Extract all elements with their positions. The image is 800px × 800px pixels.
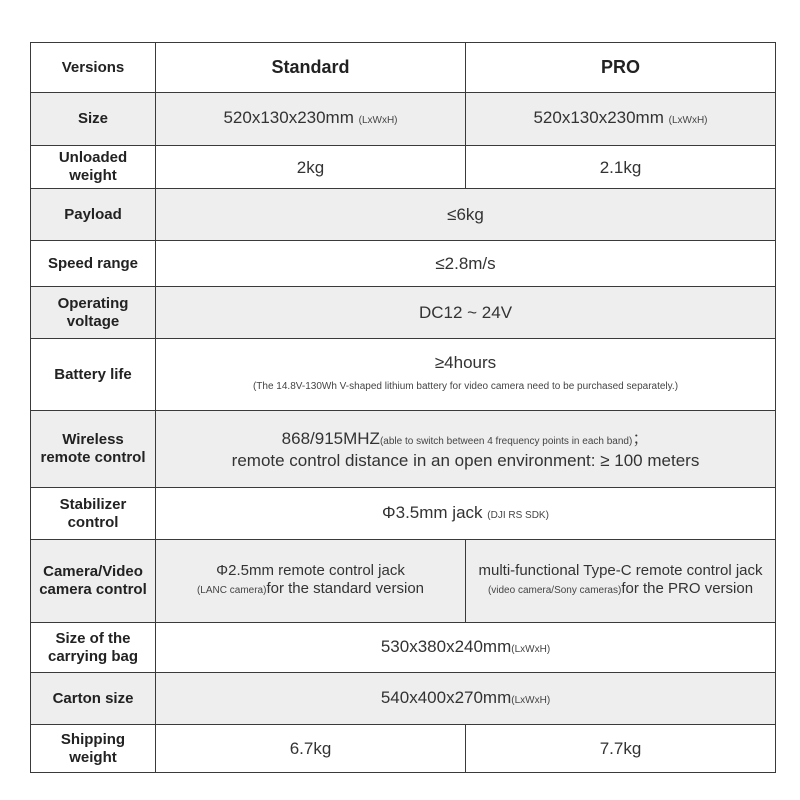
size-row — [31, 93, 776, 146]
shipping-weight-pro: 7.7kg — [466, 725, 776, 773]
label-line: control — [67, 513, 119, 531]
size-pro-unit: (LxWxH) — [668, 115, 708, 126]
pro-jack-note: (video camera/Sony cameras) — [487, 585, 622, 596]
speed-range-row — [31, 241, 776, 287]
carrying-bag-value — [156, 623, 776, 673]
unloaded-weight-row — [31, 146, 776, 189]
wireless-remote-row — [31, 411, 776, 488]
label-line: Size of the — [55, 629, 131, 647]
versions-header: Versions — [31, 43, 156, 93]
battery-life-note: (The 14.8V-130Wh V-shaped lithium battery for video camera need to be purchased separately.) — [252, 381, 679, 392]
shipping-weight-label — [31, 725, 156, 773]
size-standard — [156, 93, 466, 146]
pro-header: PRO — [466, 43, 776, 93]
jack-note: (DJI RS SDK) — [487, 509, 549, 521]
frequency-note: (able to switch between 4 frequency points in each band) — [379, 435, 633, 447]
label-line: Unloaded — [58, 149, 128, 166]
camera-control-label — [31, 540, 156, 623]
camera-control-pro — [466, 540, 776, 623]
operating-voltage-label — [31, 287, 156, 339]
payload-row — [31, 189, 776, 241]
size-label: Size — [31, 93, 156, 146]
unloaded-weight-label — [31, 146, 156, 189]
size-standard-unit: (LxWxH) — [358, 115, 398, 126]
standard-jack: Φ2.5mm remote control jack — [216, 562, 405, 579]
header-row — [31, 43, 776, 93]
label-line: Wireless — [62, 431, 124, 448]
shipping-weight-row — [31, 725, 776, 773]
carrying-bag-label — [31, 623, 156, 673]
standard-header: Standard — [156, 43, 466, 93]
payload-value: ≤6kg — [156, 189, 776, 241]
camera-control-standard — [156, 540, 466, 623]
size-standard-value: 520x130x230mm — [223, 108, 354, 127]
battery-life-row — [31, 339, 776, 411]
label-line: weight — [69, 167, 117, 184]
camera-control-row — [31, 540, 776, 623]
unloaded-weight-pro: 2.1kg — [466, 146, 776, 189]
stabilizer-control-row — [31, 488, 776, 540]
operating-voltage-row — [31, 287, 776, 339]
jack-value: Φ3.5mm jack — [382, 502, 483, 522]
stabilizer-control-label — [31, 488, 156, 540]
frequency-value: 868/915MHZ — [281, 428, 380, 448]
carton-size-unit: (LxWxH) — [511, 694, 551, 706]
carrying-bag-row — [31, 623, 776, 673]
size-pro — [466, 93, 776, 146]
wireless-remote-value — [156, 411, 776, 488]
operating-voltage-value: DC12 ~ 24V — [156, 287, 776, 339]
label-line: camera control — [39, 581, 147, 598]
battery-life-value — [156, 339, 776, 411]
bag-size-unit: (LxWxH) — [511, 643, 551, 655]
separator: ； — [632, 428, 650, 448]
pro-jack: multi-functional Type-C remote control jack — [478, 562, 763, 579]
payload-label: Payload — [31, 189, 156, 241]
carton-size-main: 540x400x270mm — [380, 687, 512, 707]
label-line: Camera/Video — [43, 563, 143, 580]
wireless-remote-label — [31, 411, 156, 488]
carton-size-value — [156, 673, 776, 725]
carton-size-label: Carton size — [31, 673, 156, 725]
speed-range-value: ≤2.8m/s — [156, 241, 776, 287]
battery-life-main: ≥4hours — [434, 353, 497, 372]
carton-size-row — [31, 673, 776, 725]
label-line: remote control — [40, 449, 146, 466]
spec-table — [30, 42, 776, 773]
label-line: carrying bag — [47, 647, 139, 665]
label-line: voltage — [66, 312, 120, 330]
shipping-weight-standard: 6.7kg — [156, 725, 466, 773]
label-line: Shipping — [60, 730, 126, 748]
bag-size-value: 530x380x240mm — [380, 636, 512, 656]
stabilizer-control-value — [156, 488, 776, 540]
distance-value: remote control distance in an open environment: ≥ 100 meters — [231, 450, 700, 470]
label-line: Stabilizer — [59, 495, 127, 513]
pro-version-text: for the PRO version — [621, 580, 754, 597]
size-pro-value: 520x130x230mm — [533, 108, 664, 127]
unloaded-weight-standard: 2kg — [156, 146, 466, 189]
standard-version-text: for the standard version — [266, 580, 425, 597]
label-line: weight — [69, 748, 117, 766]
standard-jack-note: (LANC camera) — [196, 585, 267, 596]
speed-range-label: Speed range — [31, 241, 156, 287]
label-line: Operating — [57, 294, 129, 312]
battery-life-label: Battery life — [31, 339, 156, 411]
